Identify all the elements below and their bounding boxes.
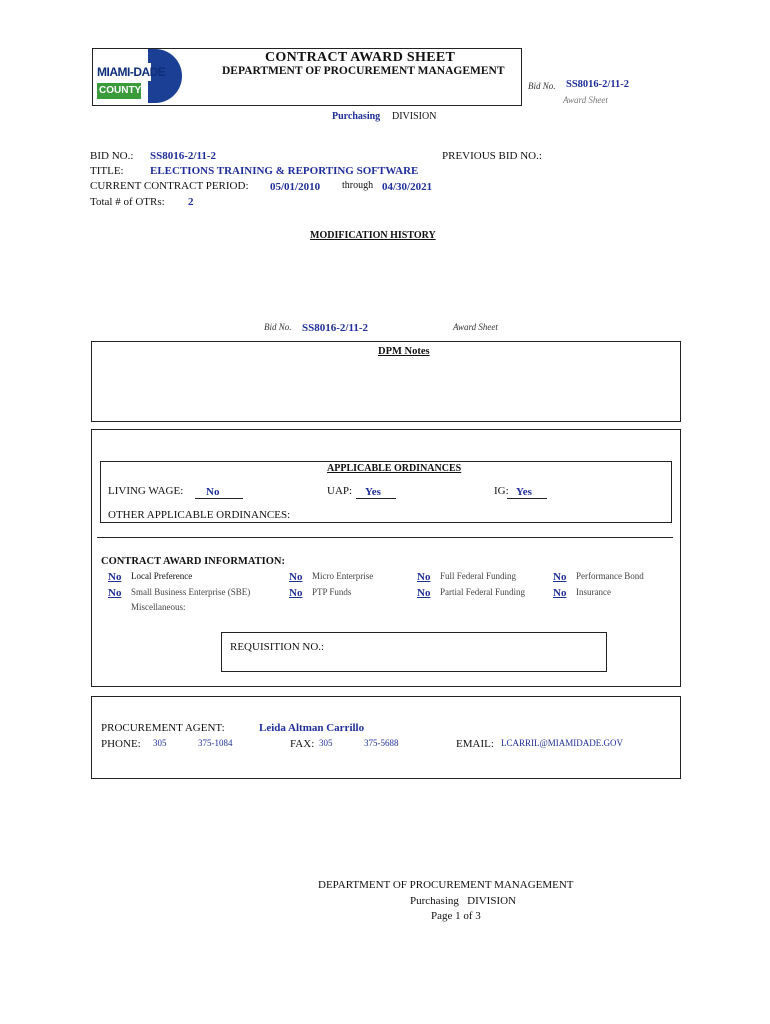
insurance-label: Insurance bbox=[576, 587, 611, 597]
requisition-label: REQUISITION NO.: bbox=[230, 641, 325, 653]
division-label: DIVISION bbox=[392, 111, 437, 122]
otr-label: Total # of OTRs: bbox=[90, 196, 165, 208]
logo-line2: COUNTY bbox=[99, 85, 142, 96]
other-ordinances-label: OTHER APPLICABLE ORDINANCES: bbox=[108, 509, 291, 521]
footer-department: DEPARTMENT OF PROCUREMENT MANAGEMENT bbox=[318, 879, 574, 891]
miscellaneous-label: Miscellaneous: bbox=[131, 602, 186, 612]
living-wage-value: No bbox=[206, 486, 220, 498]
sbe-label: Small Business Enterprise (SBE) bbox=[131, 587, 251, 597]
contract-period-label: CURRENT CONTRACT PERIOD: bbox=[90, 180, 249, 192]
mid-bid-label: Bid No. bbox=[264, 322, 292, 332]
contract-title: ELECTIONS TRAINING & REPORTING SOFTWARE bbox=[150, 165, 419, 177]
partial-federal-funding-label: Partial Federal Funding bbox=[440, 587, 525, 597]
award-info-heading: CONTRACT AWARD INFORMATION: bbox=[101, 556, 285, 567]
ptp-funds-value: No bbox=[289, 587, 303, 599]
email-label: EMAIL: bbox=[456, 738, 494, 750]
partial-federal-funding-value: No bbox=[417, 587, 431, 599]
ig-value: Yes bbox=[516, 486, 532, 498]
micro-enterprise-label: Micro Enterprise bbox=[312, 571, 374, 581]
footer-division: Purchasing DIVISION bbox=[410, 895, 517, 907]
agent-name: Leida Altman Carrillo bbox=[259, 722, 365, 734]
division-name: Purchasing bbox=[332, 111, 381, 122]
insurance-value: No bbox=[553, 587, 567, 599]
page-title: CONTRACT AWARD SHEET bbox=[265, 50, 456, 65]
ptp-funds-label: PTP Funds bbox=[312, 587, 352, 597]
fax-number: 375-5688 bbox=[364, 738, 399, 748]
mid-bid-number: SS8016-2/11-2 bbox=[302, 322, 369, 334]
phone-area: 305 bbox=[153, 738, 167, 748]
title-label: TITLE: bbox=[90, 165, 124, 177]
otr-count: 2 bbox=[188, 196, 194, 208]
header-award-sheet: Award Sheet bbox=[563, 95, 608, 105]
uap-label: UAP: bbox=[327, 485, 353, 497]
performance-bond-label: Performance Bond bbox=[576, 571, 644, 581]
previous-bid-label: PREVIOUS BID NO.: bbox=[442, 150, 542, 162]
uap-line bbox=[356, 498, 396, 499]
local-preference-label: Local Preference bbox=[131, 571, 193, 581]
miami-dade-logo bbox=[93, 49, 193, 104]
ig-label: IG: bbox=[494, 485, 509, 497]
header-bid-number: SS8016-2/11-2 bbox=[566, 79, 630, 90]
dpm-notes-heading: DPM Notes bbox=[378, 346, 430, 357]
department-subtitle: DEPARTMENT OF PROCUREMENT MANAGEMENT bbox=[222, 65, 505, 77]
full-federal-funding-value: No bbox=[417, 571, 431, 583]
phone-number: 375-1084 bbox=[198, 738, 233, 748]
full-federal-funding-label: Full Federal Funding bbox=[440, 571, 516, 581]
performance-bond-value: No bbox=[553, 571, 567, 583]
bid-no-label: BID NO.: bbox=[90, 150, 134, 162]
period-start: 05/01/2010 bbox=[270, 181, 321, 193]
fax-label: FAX: bbox=[290, 738, 315, 750]
agent-label: PROCUREMENT AGENT: bbox=[101, 722, 225, 734]
header-bid-label: Bid No. bbox=[528, 81, 556, 91]
mid-award-sheet: Award Sheet bbox=[453, 322, 498, 332]
bid-no-value: SS8016-2/11-2 bbox=[150, 150, 217, 162]
period-through: through bbox=[342, 180, 374, 191]
living-wage-line bbox=[195, 498, 243, 499]
ig-line bbox=[507, 498, 547, 499]
phone-label: PHONE: bbox=[101, 738, 141, 750]
ordinances-heading: APPLICABLE ORDINANCES bbox=[327, 463, 462, 474]
micro-enterprise-value: No bbox=[289, 571, 303, 583]
footer-page: Page 1 of 3 bbox=[431, 910, 481, 922]
sbe-value: No bbox=[108, 587, 122, 599]
living-wage-label: LIVING WAGE: bbox=[108, 485, 184, 497]
email-value: LCARRIL@MIAMIDADE.GOV bbox=[501, 738, 624, 748]
award-divider bbox=[97, 537, 673, 538]
modification-history-heading: MODIFICATION HISTORY bbox=[310, 230, 436, 241]
local-preference-value: No bbox=[108, 571, 122, 583]
uap-value: Yes bbox=[365, 486, 381, 498]
fax-area: 305 bbox=[319, 738, 333, 748]
logo-line1: MIAMI-DADE bbox=[97, 65, 166, 79]
period-end: 04/30/2021 bbox=[382, 181, 433, 193]
